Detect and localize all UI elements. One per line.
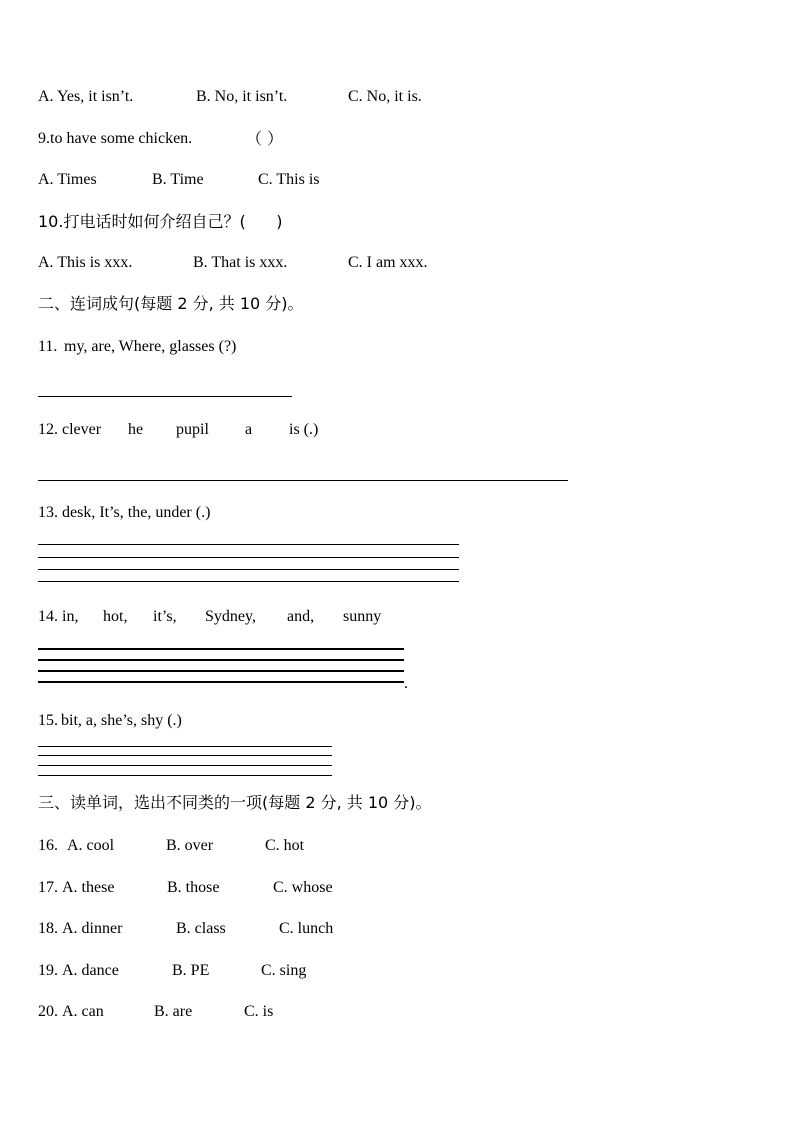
q15-question xyxy=(38,711,182,771)
q13-question xyxy=(38,503,211,563)
q10-option-a: A. This is xxx. xyxy=(38,254,133,271)
q18-number: 18. xyxy=(38,920,58,937)
q12-word: pupil xyxy=(176,421,209,438)
q9-option-a: A. Times xyxy=(38,171,97,188)
q15-answer-line[interactable] xyxy=(38,755,332,756)
q18-option-a: A. dinner xyxy=(62,920,123,937)
q9-text: 9.to have some chicken. xyxy=(38,130,193,147)
q13-answer-line[interactable] xyxy=(38,544,459,545)
q14-answer-line[interactable] xyxy=(38,659,404,661)
q20-question xyxy=(38,1002,274,1102)
q14-end-period: . xyxy=(404,675,408,692)
q17-option-b: B. those xyxy=(167,879,220,896)
q14-word: sunny xyxy=(343,608,382,625)
q14-word: and, xyxy=(287,608,315,625)
q11-number: 11. xyxy=(38,338,58,355)
q18-option-b: B. class xyxy=(176,920,226,937)
q15-answer-line[interactable] xyxy=(38,746,332,747)
q17-number: 17. xyxy=(38,879,58,896)
q19-number: 19. xyxy=(38,962,58,979)
q12-word: clever xyxy=(62,421,102,438)
q14-word: it’s, xyxy=(153,608,177,625)
q12-word: a xyxy=(245,421,253,438)
q19-option-a: A. dance xyxy=(62,962,119,979)
q15-words: bit, a, she’s, shy (.) xyxy=(61,712,182,729)
section3-heading: 三、读单词，选出不同类的一项(每题 2 分, 共 10 分)。 xyxy=(38,793,432,812)
section2-heading: 二、连词成句(每题 2 分, 共 10 分)。 xyxy=(38,294,304,313)
q8-option-a: A. Yes, it isn’t. xyxy=(38,88,134,105)
q13-number: 13. xyxy=(38,504,58,521)
q20-option-b: B. are xyxy=(154,1003,193,1020)
q10-option-b: B. That is xxx. xyxy=(193,254,288,271)
q8-option-c: C. No, it is. xyxy=(348,88,422,105)
q15-number: 15. xyxy=(38,712,58,729)
q14-answer-line[interactable] xyxy=(38,670,404,672)
q16-option-b: B. over xyxy=(166,837,214,854)
q10-option-c: C. I am xxx. xyxy=(348,254,428,271)
q14-answer-line[interactable] xyxy=(38,681,404,683)
q15-answer-line[interactable] xyxy=(38,765,332,766)
q14-number: 14. xyxy=(38,608,58,625)
q14-word: in, xyxy=(62,608,79,625)
q12-answer-line[interactable] xyxy=(38,480,568,481)
q13-answer-line[interactable] xyxy=(38,569,459,570)
q16-option-c: C. hot xyxy=(265,837,305,854)
q10-question: 10.打电话时如何介绍自己？( ) xyxy=(38,212,283,231)
q16-number: 16. xyxy=(38,837,58,854)
q9-option-b: B. Time xyxy=(152,171,204,188)
q14-word: hot, xyxy=(103,608,128,625)
q16-option-a: A. cool xyxy=(67,837,115,854)
q20-option-c: C. is xyxy=(244,1003,274,1020)
q12-number: 12. xyxy=(38,421,58,438)
q17-option-c: C. whose xyxy=(273,879,333,896)
q12-word: is (.) xyxy=(289,421,319,438)
q14-word: Sydney, xyxy=(205,608,256,625)
q19-option-c: C. sing xyxy=(261,962,307,979)
q19-option-b: B. PE xyxy=(172,962,210,979)
q20-option-a: A. can xyxy=(62,1003,104,1020)
q20-number: 20. xyxy=(38,1003,58,1020)
q9-option-c: C. This is xyxy=(258,171,320,188)
q15-answer-line[interactable] xyxy=(38,775,332,776)
q8-option-b: B. No, it isn’t. xyxy=(196,88,288,105)
q11-answer-line[interactable] xyxy=(38,396,292,397)
q14-answer-line[interactable] xyxy=(38,648,404,650)
q11-words: my, are, Where, glasses (?) xyxy=(64,338,237,355)
q18-option-c: C. lunch xyxy=(279,920,334,937)
q17-option-a: A. these xyxy=(62,879,115,896)
q12-word: he xyxy=(128,421,144,438)
q9-answer-paren: （ ） xyxy=(246,129,284,148)
q13-words: desk, It’s, the, under (.) xyxy=(62,504,211,521)
q11-question xyxy=(38,337,237,397)
q13-answer-line[interactable] xyxy=(38,581,459,582)
q13-answer-line[interactable] xyxy=(38,557,459,558)
